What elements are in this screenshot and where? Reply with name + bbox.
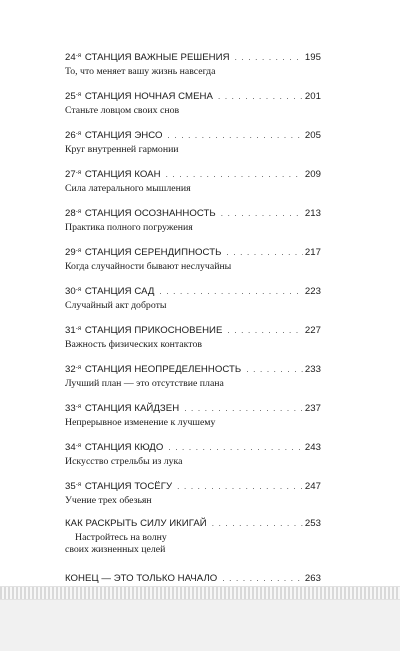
toc-entry-subtitle: Круг внутренней гармонии <box>65 143 179 155</box>
toc-entry-title: $32^{-я}$ СТАНЦИЯ НЕОПРЕДЕЛЕННОСТЬ <box>65 364 242 375</box>
toc-entry-heading <box>65 573 321 586</box>
dot-leader <box>222 573 303 586</box>
dot-leader <box>226 247 302 260</box>
dot-leader <box>218 91 303 104</box>
toc-entry-subtitle: своих жизненных целей <box>65 543 166 555</box>
toc-entry-33[interactable] <box>65 401 321 429</box>
toc-entry-subtitle: Непрерывное изменение к лучшему <box>65 416 216 428</box>
toc-entry-title: $28^{-я}$ СТАНЦИЯ ОСОЗНАННОСТЬ <box>65 208 216 219</box>
dot-leader <box>227 325 302 338</box>
dot-leader <box>212 518 303 531</box>
toc-entry-heading <box>65 50 321 65</box>
toc-page-number: 263 <box>304 573 321 584</box>
toc-entry-25[interactable] <box>65 89 321 117</box>
toc-page-number: 205 <box>304 130 321 141</box>
toc-entry-heading <box>65 518 321 531</box>
toc-entry-ikigai[interactable] <box>65 518 321 556</box>
dot-leader <box>184 403 303 416</box>
dot-leader <box>221 208 303 221</box>
toc-entry-subtitle: Искусство стрельбы из лука <box>65 455 183 467</box>
toc-entry-30[interactable] <box>65 284 321 312</box>
toc-entry-title: $29^{-я}$ СТАНЦИЯ СЕРЕНДИПНОСТЬ <box>65 247 222 258</box>
dot-leader <box>177 481 303 494</box>
dot-leader <box>166 169 303 182</box>
toc-entry-24[interactable] <box>65 50 321 78</box>
toc-entry-heading <box>65 323 321 338</box>
toc-entry-title: КОНЕЦ — ЭТО ТОЛЬКО НАЧАЛО <box>65 573 218 584</box>
toc-entry-subtitle: Настройтесь на волну <box>75 531 167 543</box>
toc-entry-title: $26^{-я}$ СТАНЦИЯ ЭНСО <box>65 130 163 141</box>
toc-entry-heading <box>65 245 321 260</box>
toc-entry-title: $34^{-я}$ СТАНЦИЯ КЮДО <box>65 442 164 453</box>
toc-entry-subtitle: Сила латерального мышления <box>65 182 191 194</box>
toc-page-number: 217 <box>304 247 321 258</box>
toc-entry-26[interactable] <box>65 128 321 156</box>
toc-entry-heading <box>65 128 321 143</box>
toc-entry-subtitle: То, что меняет вашу жизнь навсегда <box>65 65 216 77</box>
toc-entry-title: $24^{-я}$ СТАНЦИЯ ВАЖНЫЕ РЕШЕНИЯ <box>65 52 230 63</box>
toc-page-number: 209 <box>304 169 321 180</box>
table-of-contents <box>65 50 321 651</box>
toc-entry-28[interactable] <box>65 206 321 234</box>
toc-entry-title: $31^{-я}$ СТАНЦИЯ ПРИКОСНОВЕНИЕ <box>65 325 223 336</box>
toc-entry-subtitle: Важность физических контактов <box>65 338 202 350</box>
dot-leader <box>168 130 303 143</box>
toc-entry-heading <box>65 167 321 182</box>
toc-entry-title: $30^{-я}$ СТАНЦИЯ САД <box>65 286 155 297</box>
toc-entry-heading <box>65 362 321 377</box>
toc-entry-35[interactable] <box>65 479 321 507</box>
toc-page-number: 223 <box>304 286 321 297</box>
toc-entry-heading <box>65 89 321 104</box>
toc-entry-heading <box>65 206 321 221</box>
toc-entry-heading <box>65 479 321 494</box>
toc-entry-title: $25^{-я}$ СТАНЦИЯ НОЧНАЯ СМЕНА <box>65 91 213 102</box>
toc-entry-27[interactable] <box>65 167 321 195</box>
toc-entry-subtitle: Случайный акт доброты <box>65 299 167 311</box>
dot-leader <box>246 364 303 377</box>
toc-entry-title: $35^{-я}$ СТАНЦИЯ ТОСЁГУ <box>65 481 173 492</box>
toc-page-number: 237 <box>304 403 321 414</box>
page-stack-edge <box>0 586 400 600</box>
toc-entry-title: $33^{-я}$ СТАНЦИЯ КАЙДЗЕН <box>65 403 180 414</box>
dot-leader <box>159 286 302 299</box>
toc-entry-heading <box>65 284 321 299</box>
toc-page-number: 195 <box>304 52 321 63</box>
toc-entry-32[interactable] <box>65 362 321 390</box>
toc-entry-29[interactable] <box>65 245 321 273</box>
toc-entry-subtitle: Когда случайности бывают неслучайны <box>65 260 232 272</box>
toc-entry-title: $27^{-я}$ СТАНЦИЯ КОАН <box>65 169 161 180</box>
toc-entry-heading <box>65 440 321 455</box>
toc-entry-subtitle: Практика полного погружения <box>65 221 193 233</box>
toc-page-number: 233 <box>304 364 321 375</box>
toc-entry-subtitle: Лучший план — это отсутствие плана <box>65 377 224 389</box>
dot-leader <box>235 52 303 65</box>
background-surface <box>0 600 400 639</box>
toc-page-number: 243 <box>304 442 321 453</box>
toc-page-number: 227 <box>304 325 321 336</box>
toc-entry-31[interactable] <box>65 323 321 351</box>
toc-entry-34[interactable] <box>65 440 321 468</box>
toc-entry-end[interactable] <box>65 573 321 586</box>
toc-entry-subtitle: Учение трех обезьян <box>65 494 152 506</box>
toc-page-number: 247 <box>304 481 321 492</box>
toc-entry-heading <box>65 401 321 416</box>
dot-leader <box>168 442 302 455</box>
toc-entry-subtitle: Станьте ловцом своих снов <box>65 104 180 116</box>
toc-page-number: 213 <box>304 208 321 219</box>
toc-page-number: 253 <box>304 518 321 529</box>
toc-page-number: 201 <box>304 91 321 102</box>
toc-entry-title: КАК РАСКРЫТЬ СИЛУ ИКИГАЙ <box>65 518 207 529</box>
